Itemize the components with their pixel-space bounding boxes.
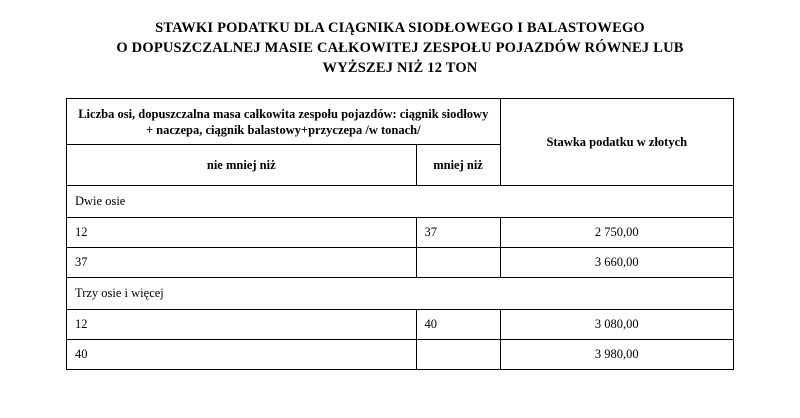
cell-not-less-than: 12 — [67, 310, 417, 340]
header-less-than: mniej niż — [416, 145, 500, 186]
group-label: Dwie osie — [67, 186, 734, 218]
table-row — [67, 340, 734, 370]
group-row — [67, 186, 734, 218]
cell-not-less-than: 12 — [67, 218, 417, 248]
page-title-line-2: O DOPUSZCZALNEJ MASIE CAŁKOWITEJ ZESPOŁU POJAZDÓW RÓWNEJ LUB — [116, 40, 684, 56]
group-label: Trzy osie i więcej — [67, 278, 734, 310]
cell-not-less-than: 37 — [67, 248, 417, 278]
page-title — [0, 0, 800, 78]
header-not-less-than: nie mniej niż — [67, 145, 417, 186]
cell-rate: 3 980,00 — [500, 340, 733, 370]
table-header-row-main — [67, 99, 734, 145]
cell-rate: 3 660,00 — [500, 248, 733, 278]
cell-rate: 2 750,00 — [500, 218, 733, 248]
cell-rate: 3 080,00 — [500, 310, 733, 340]
table-row — [67, 248, 734, 278]
table-row — [67, 218, 734, 248]
page-title-line-1: STAWKI PODATKU DLA CIĄGNIKA SIODŁOWEGO I BALASTOWEGO — [155, 20, 645, 36]
rates-table-wrapper — [66, 98, 734, 370]
tax-rates-table — [66, 98, 734, 370]
cell-less-than: 37 — [416, 218, 500, 248]
cell-less-than — [416, 340, 500, 370]
table-row — [67, 310, 734, 340]
group-row — [67, 278, 734, 310]
cell-not-less-than: 40 — [67, 340, 417, 370]
header-rate: Stawka podatku w złotych — [500, 99, 733, 186]
cell-less-than — [416, 248, 500, 278]
cell-less-than: 40 — [416, 310, 500, 340]
header-axles-description: Liczba osi, dopuszczalna masa całkowita zespołu pojazdów: ciągnik siodłowy + naczepa, ciągnik balastowy+przyczepa /w tonach/ — [67, 99, 501, 145]
page-title-line-3: WYŻSZEJ NIŻ 12 TON — [322, 60, 478, 76]
